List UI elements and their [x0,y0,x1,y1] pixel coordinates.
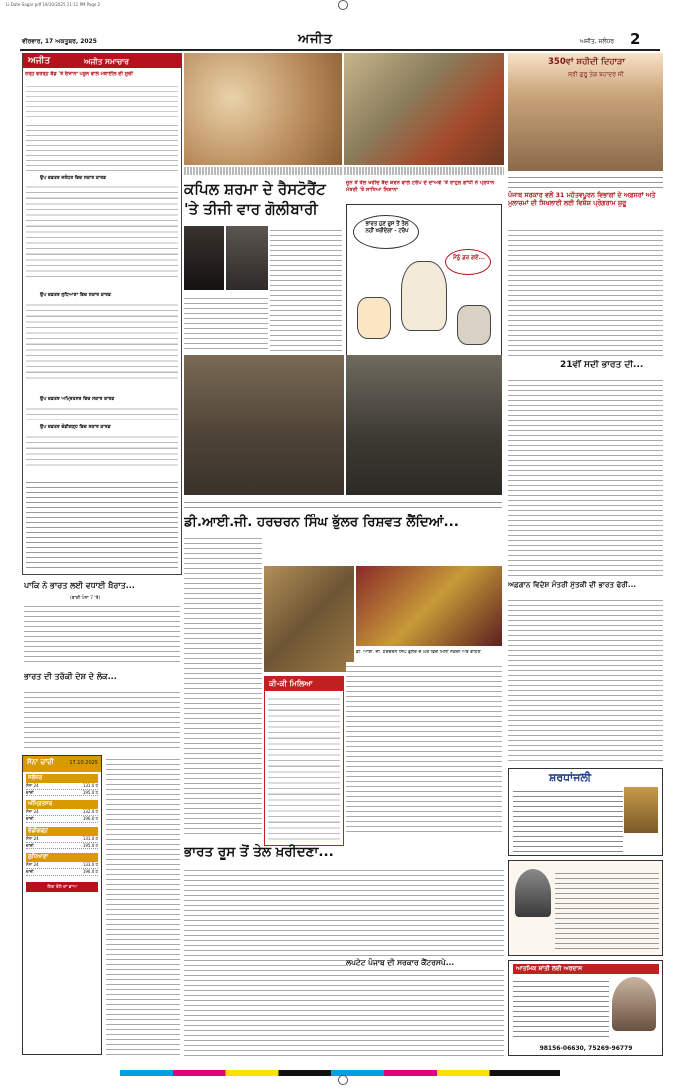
cartoon-panel [346,204,502,356]
cartoon-reply-text: ਮੈਂਨੂੰ ਡਰ ਗਏ... [453,255,485,261]
obituary-portrait-2 [515,869,551,917]
headline-dig: ਡੀ.ਆਈ.ਜੀ. ਹਰਚਰਨ ਸਿੰਘ ਭੁੱਲਰ ਰਿਸ਼ਵਤ ਲੈਂਦਿਆਂ... [184,514,459,530]
rates-header [23,756,101,772]
rate-label: ਸੋਨਾ 24 [26,862,39,868]
photo-cash [264,566,354,672]
registration-mark [338,0,348,10]
headline-afghan: ਅਫ਼ਗਾਨ ਵਿਦੇਸ਼ ਮੰਤਰੀ ਮੁੱਤਕੀ ਦੀ ਭਾਰਤ ਫੇਰੀ... [508,580,637,589]
kapil-body-2 [184,294,268,352]
rate-value: 131.0 ਹ [82,835,98,841]
obituary-portrait-3 [612,977,656,1031]
rates-city-4 [23,851,101,877]
headline-21st-century: 21ਵੀਂ ਸਦੀ ਭਾਰਤ ਦੀ... [560,360,644,370]
rate-label: ਚਾਂਦੀ [26,789,34,795]
punjab-training-body [508,226,663,356]
obituary-ad-1 [508,768,663,856]
edition-label: ਅਜੀਤ, ਜਲੰਧਰ [580,38,615,45]
caption-sweets [184,167,342,175]
photo-dig-house [184,355,344,495]
headline-kapil-1: ਕਪਿਲ ਸ਼ਰਮਾ ਦੇ ਰੈਸਟੋਰੈਂਟ [184,180,326,198]
obituary-ad-3 [508,960,663,1056]
rates-city-label: ਲੁਧਿਆਣਾ [26,853,98,862]
rate-label: ਚਾਂਦੀ [26,816,34,822]
cartoon-bubble-text: ਭਾਰਤ ਹੁਣ ਰੂਸ ਤੋਂ ਤੇਲ ਨਹੀਂ ਖਰੀਦੇਗਾ - ਟਰੰਪ [365,221,409,234]
rate-value: 196.0 ਹ [82,868,98,874]
rate-value: 195.0 ਹ [82,789,98,795]
rates-city-label: ਚੰਡੀਗੜ੍ਹ [26,827,98,836]
photo-sweets [184,53,342,165]
obituary-title: ਸ਼ਰਧਾਂਜਲੀ [549,771,592,784]
headline-punjab-training: ਪੰਜਾਬ ਸਰਕਾਰ ਵਲੋਂ 31 ਮਹੱਤਵਪੂਰਨ ਵਿਭਾਗਾਂ ਦੇ ਅਫ਼ਸਰਾਂ ਅਤੇ ਮੁਲਾਜ਼ਮਾਂ ਦੀ ਸਿਖਲਾਈ ਲਈ ਵਿਸ਼ੇਸ਼ ਪ੍ਰੋਗਰਾਮ ਸ਼ੁਰੂ [508,191,656,207]
photo-dig-raid [346,355,502,495]
photo-kapil-portrait [184,226,224,290]
index-brand-right: ਅਜੀਤ ਸਮਾਚਾਰ [84,57,129,66]
cartoon-figure-3 [457,305,491,345]
photo-restaurant [226,226,268,290]
headline-russia-oil: ਭਾਰਤ ਰੂਸ ਤੋਂ ਤੇਲ ਖ਼ਰੀਦਣਾ... [184,844,334,860]
index-list-5 [26,432,178,470]
kapil-body [270,226,342,352]
rates-city-3 [23,825,101,851]
headline-pakistan: ਪਾਕਿ ਨੇ ਭਾਰਤ ਲਈ ਵਧਾਈ ਖ਼ੈਰਾਤ... [24,581,135,590]
rate-value: 195.0 ਹ [82,842,98,848]
index-list-1 [26,82,178,173]
dig-photo-caption [184,498,502,508]
rate-label: ਸੋਨਾ 24 [26,783,39,788]
dig-caption: ਡੀ. ਆਈ. ਜੀ. ਹਰਚਰਨ ਸਿੰਘ ਭੁੱਲਰ ਦੇ ਘਰ ਵਿਚੋਂ ਮਿਲੀ ਨਕਦੀ ਅਤੇ ਗਹਿਣੇ [356,650,481,655]
photo-jewellery [356,566,502,646]
rates-footer: ਇਕ ਤੋਲੇ ਦਾ ਭਾਅ [26,882,98,892]
rate-value: 131.0 ਹ [82,783,98,788]
rates-box [22,755,102,1055]
shaheedi-sub: ਸ੍ਰੀ ਗੁਰੂ ਤੇਗ ਬਹਾਦਰ ਜੀ [568,71,624,78]
cartoon-figure-2 [357,297,391,339]
rate-label: ਚਾਂਦੀ [26,868,34,874]
rates-city-2 [23,798,101,824]
rate-value: 133.0 ਹ [82,862,98,868]
afghan-body [508,596,663,764]
obituary-sub: ਆਤਮਿਕ ਸ਼ਾਂਤੀ ਲਈ ਅਰਦਾਸ [513,964,659,974]
century-body [508,376,663,576]
obituary-text-1 [513,787,623,853]
pakistan-body [24,602,180,666]
shaheedi-title: 350ਵਾਂ ਸ਼ਹੀਦੀ ਦਿਹਾੜਾ [548,57,626,67]
registration-mark-bottom [338,1075,348,1085]
rate-label: ਚਾਂਦੀ [26,842,34,848]
index-list-2 [26,182,178,277]
kee-kee-list [268,694,340,844]
index-tagline: ਰਤ੍ਹ ਵਰਤ੍ਹ ਬੰਡ 'ਤੇ ਓਜਾਨਾ ਪਸ਼ੂਨ ਵਾਲੇ ਮੋਬਾਈਲ ਦੀ ਸੂਚੀ [25,71,133,77]
index-section-amritsar: ਉਪ ਦਫ਼ਤਰ ਅਮ੍ਰਿਤਸਰ ਵਿਚ ਸਕਾਰ ਕਾਰਡ [40,397,115,402]
index-section-ludhiana: ਉਪ ਦਫ਼ਤਰ ਲੁਧਿਆਣਾ ਵਿਚ ਸਕਾਰ ਕਾਰਡ [40,293,111,298]
rate-value: 196.0 ਹ [82,816,98,822]
print-slug: Li-Date-Sagar pdf 19/10/2025 11:11 PM Page 2 [6,2,101,7]
index-section-jalandhar: ਉਪ ਦਫ਼ਤਰ ਜਲੰਧਰ ਵਿਚ ਸਕਾਰ ਕਾਰਡ [40,176,107,181]
rate-label: ਸੋਨਾ 24 [26,809,39,815]
dig-body-1 [184,534,262,834]
cartoon-reply-bubble [445,249,491,275]
obituary-text-3 [513,977,609,1037]
headline-kapil-2: 'ਤੇ ਤੀਜੀ ਵਾਰ ਗੋਲੀਬਾਰੀ [184,200,318,218]
caption-diyas [344,167,504,175]
shaheedi-banner [508,53,663,171]
page-number: 2 [630,30,641,48]
kee-kee-box [264,676,344,846]
index-section-chandigarh: ਉਪ ਦਫ਼ਤਰ ਚੰਡੀਗੜ੍ਹ ਵਿਚ ਸਕਾਰ ਕਾਰਡ [40,425,111,430]
shaheedi-caption [508,173,663,189]
rate-value: 132.0 ਹ [82,809,98,815]
bharat-progress-body [24,688,180,750]
photo-diyas [344,53,504,165]
index-notice [26,478,178,570]
header-rule [20,49,660,51]
masthead: ਅਜੀਤ [298,32,333,47]
obituary-portrait-1 [624,787,658,833]
obituary-phone: 98156-06630, 75269-96779 [539,1045,633,1052]
rates-city-1 [23,772,101,798]
index-list-4 [26,404,178,420]
date-line: ਵੀਰਵਾਰ, 17 ਅਕਤੂਬਰ, 2025 [22,38,97,45]
rates-city-label: ਅੰਮ੍ਰਿਤਸਰ [26,800,98,809]
index-brand-left: ਅਜੀਤ [28,56,51,66]
headline-punjab-government: ਲਪਟੇਟ ਪੰਜਾਬ ਦੀ ਸਰਕਾਰ ਕੈਂਟਰਸਪੇ... [346,958,504,968]
continued-label: (ਬਾਕੀ ਪੰਨਾ 7 'ਤੇ) [70,596,101,601]
rates-date: 17.10.2025 [69,760,98,766]
headline-bharat-progress: ਭਾਰਤ ਦੀ ਤਰੱਕੀ ਦੇਸ਼ ਦੇ ਲੋਕ... [24,672,117,681]
index-list-3 [26,300,178,382]
rates-city-label: ਜਲੰਧਰ [26,774,98,783]
obituary-text-2 [555,869,659,953]
kee-kee-label: ਕੀ-ਕੀ ਮਿਲਿਆ [265,677,343,691]
rate-label: ਸੋਨਾ 24 [26,835,39,841]
column-filler-bharat [106,755,180,1055]
dig-body-2 [346,662,502,834]
cartoon-figure [401,261,447,331]
obituary-ad-2 [508,860,663,956]
rates-title: ਸੋਨਾ ਚਾਂਦੀ [27,758,54,766]
trump-kicker: ਜੂਨ ਤੋਂ ਤੇਲ ਖਰੀਦ ਬੰਦ ਕਰਨ ਵਾਲੇ ਟਰੰਪ ਦੇ ਦਾਅਵੇ 'ਤੇ ਰਾਹੁਲ ਗਾਂਧੀ ਨੇ ਪ੍ਰਧਾਨ ਮੰਤਰੀ 'ਤੇ ਸਾਧਿਆ ਨਿਸ਼ਾਨਾ [346,180,495,193]
